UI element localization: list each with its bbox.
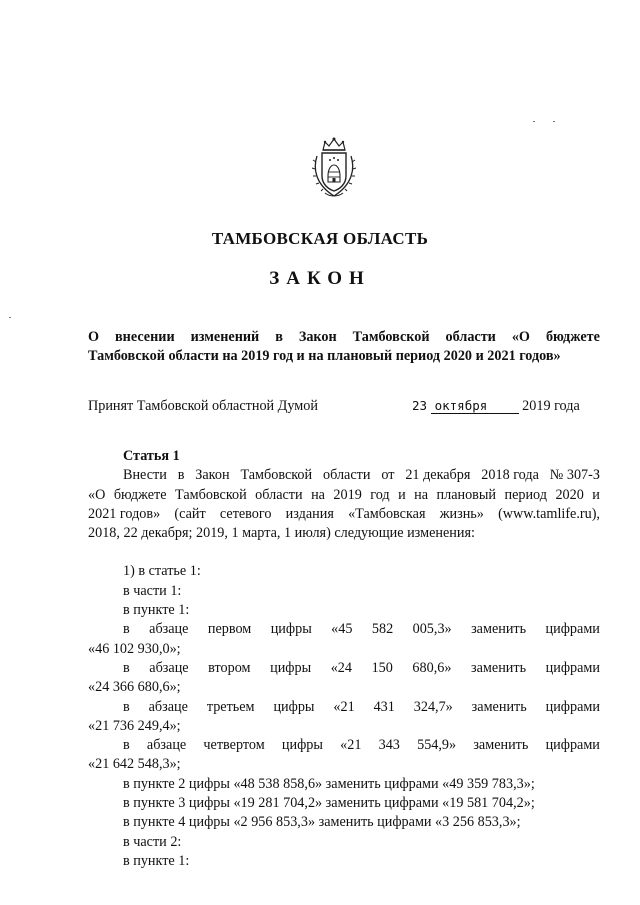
text-word: и <box>398 486 406 503</box>
text-word: год <box>370 486 390 503</box>
text-word: цифры <box>281 737 323 754</box>
list-item: в части 1: <box>123 582 182 599</box>
adoption-day: 23 <box>412 398 428 413</box>
text-word: Тамбовской <box>240 467 313 484</box>
text-word: заменить <box>473 737 529 754</box>
adopted-by: Принят Тамбовской областной Думой <box>88 398 318 414</box>
list-item <box>88 659 600 678</box>
text-word: цифрами <box>545 659 600 676</box>
text-word: цифрами <box>545 698 600 715</box>
text-word: сетевого <box>219 505 272 522</box>
text-word: цифры <box>270 659 312 676</box>
text-word: «21 <box>333 698 355 715</box>
text-word: заменить <box>471 659 527 676</box>
text-word: в <box>123 698 130 715</box>
text-word: абзаце <box>149 621 189 638</box>
list-item: в пункте 4 цифры «2 956 853,3» заменить цифрами «3 256 853,3»; <box>123 814 521 831</box>
text-word: 680,6» <box>412 659 452 676</box>
region-title: ТАМБОВСКАЯ ОБЛАСТЬ <box>211 229 429 248</box>
adoption-month: октября <box>431 398 519 414</box>
text-word: «21 <box>340 737 362 754</box>
list-item: «21 642 548,3»; <box>88 756 181 773</box>
text-word: (сайт <box>174 505 206 522</box>
text-word: цифры <box>273 698 315 715</box>
coat-of-arms-icon <box>311 136 357 200</box>
text-word: (www.tamlife.ru), <box>498 505 600 522</box>
text-word: 2019 <box>333 486 362 503</box>
article-body <box>88 447 600 871</box>
text-word: в <box>275 329 283 345</box>
text-word: на <box>414 486 429 503</box>
text-word: заменить <box>471 621 527 638</box>
text-word: плановый <box>436 486 497 503</box>
list-item: «21 736 249,4»; <box>88 717 181 734</box>
text-word: в <box>123 737 130 754</box>
list-item: 1) в статье 1: <box>123 563 201 580</box>
text-word: внесении <box>115 329 175 345</box>
text-word: О <box>88 329 100 345</box>
article-intro-line-4: 2018, 22 декабря; 2019, 1 марта, 1 июля) следующие изменения: <box>88 525 475 542</box>
text-word: цифрами <box>545 737 600 754</box>
text-word: заменить <box>471 698 527 715</box>
text-word: области <box>255 486 303 503</box>
text-word: на <box>311 486 325 503</box>
text-word: 005,3» <box>412 621 452 638</box>
text-word: Тамбовской <box>352 329 430 345</box>
list-item: в пункте 1: <box>123 852 190 869</box>
text-word: третьем <box>206 698 255 715</box>
scan-speck <box>9 317 11 318</box>
text-word: четвертом <box>203 737 265 754</box>
law-title <box>88 328 600 366</box>
text-word: Тамбовской <box>175 486 247 503</box>
law-title-line-1 <box>88 328 600 347</box>
list-item: в пункте 1: <box>123 602 190 619</box>
text-word: изменений <box>190 329 260 345</box>
text-word: 324,7» <box>413 698 453 715</box>
adoption-year: 2019 года <box>522 398 580 414</box>
text-word: области <box>323 467 371 484</box>
text-word: 582 <box>371 621 394 638</box>
text-word: 2020 <box>555 486 584 503</box>
text-word: «24 <box>330 659 352 676</box>
list-item: «46 102 930,0»; <box>88 640 181 657</box>
article-intro-line-1 <box>88 466 600 485</box>
coat-of-arms-emblem <box>311 136 357 200</box>
text-word: Закон <box>195 467 230 484</box>
adoption-date <box>412 396 580 416</box>
list-item: в пункте 2 цифры «48 538 858,6» заменить цифрами «49 359 783,3»; <box>123 775 535 792</box>
text-word: Внести <box>123 467 167 484</box>
list-item <box>88 736 600 755</box>
text-word: № 307-З <box>549 467 600 484</box>
text-word: абзаце <box>148 698 188 715</box>
text-word: период <box>504 486 547 503</box>
text-word: 2018 года <box>481 467 539 484</box>
text-word: 2021 годов» <box>88 505 161 522</box>
scan-speck <box>533 121 535 122</box>
text-word: абзаце <box>149 659 189 676</box>
text-word: «О <box>88 486 106 503</box>
text-word: 21 декабря <box>405 467 471 484</box>
text-word: области <box>445 329 496 345</box>
list-item: в пункте 3 цифры «19 281 704,2» заменить цифрами «19 581 704,2»; <box>123 795 535 812</box>
text-word: втором <box>208 659 251 676</box>
text-word: «О <box>511 329 530 345</box>
list-item: в части 2: <box>123 833 182 850</box>
list-item <box>88 620 600 639</box>
list-item: «24 366 680,6»; <box>88 679 181 696</box>
text-word: цифрами <box>545 621 600 638</box>
text-word: бюджете <box>113 486 167 503</box>
text-word: издания <box>285 505 334 522</box>
text-word: «Тамбовская <box>348 505 426 522</box>
text-word: бюджете <box>545 329 600 345</box>
text-word: от <box>381 467 395 484</box>
text-word: абзаце <box>146 737 187 754</box>
article-intro-line-2 <box>88 486 600 505</box>
text-word: первом <box>207 621 252 638</box>
list-item <box>88 698 600 717</box>
article-heading: Статья 1 <box>123 448 180 464</box>
text-word: 554,9» <box>417 737 457 754</box>
text-word: в <box>177 467 185 484</box>
article-intro-line-3 <box>88 505 600 524</box>
text-word: в <box>123 621 130 638</box>
text-word: «45 <box>331 621 353 638</box>
text-word: в <box>123 659 130 676</box>
text-word: 343 <box>378 737 400 754</box>
text-word: 150 <box>371 659 393 676</box>
scan-speck <box>553 121 555 122</box>
text-word: цифры <box>270 621 312 638</box>
text-word: 431 <box>373 698 395 715</box>
text-word: жизнь» <box>439 505 484 522</box>
document-type: ЗАКОН <box>269 268 371 289</box>
text-word: и <box>592 486 600 503</box>
law-title-line-2: Тамбовской области на 2019 год и на плановый период 2020 и 2021 годов» <box>88 348 561 364</box>
text-word: Закон <box>298 329 337 345</box>
